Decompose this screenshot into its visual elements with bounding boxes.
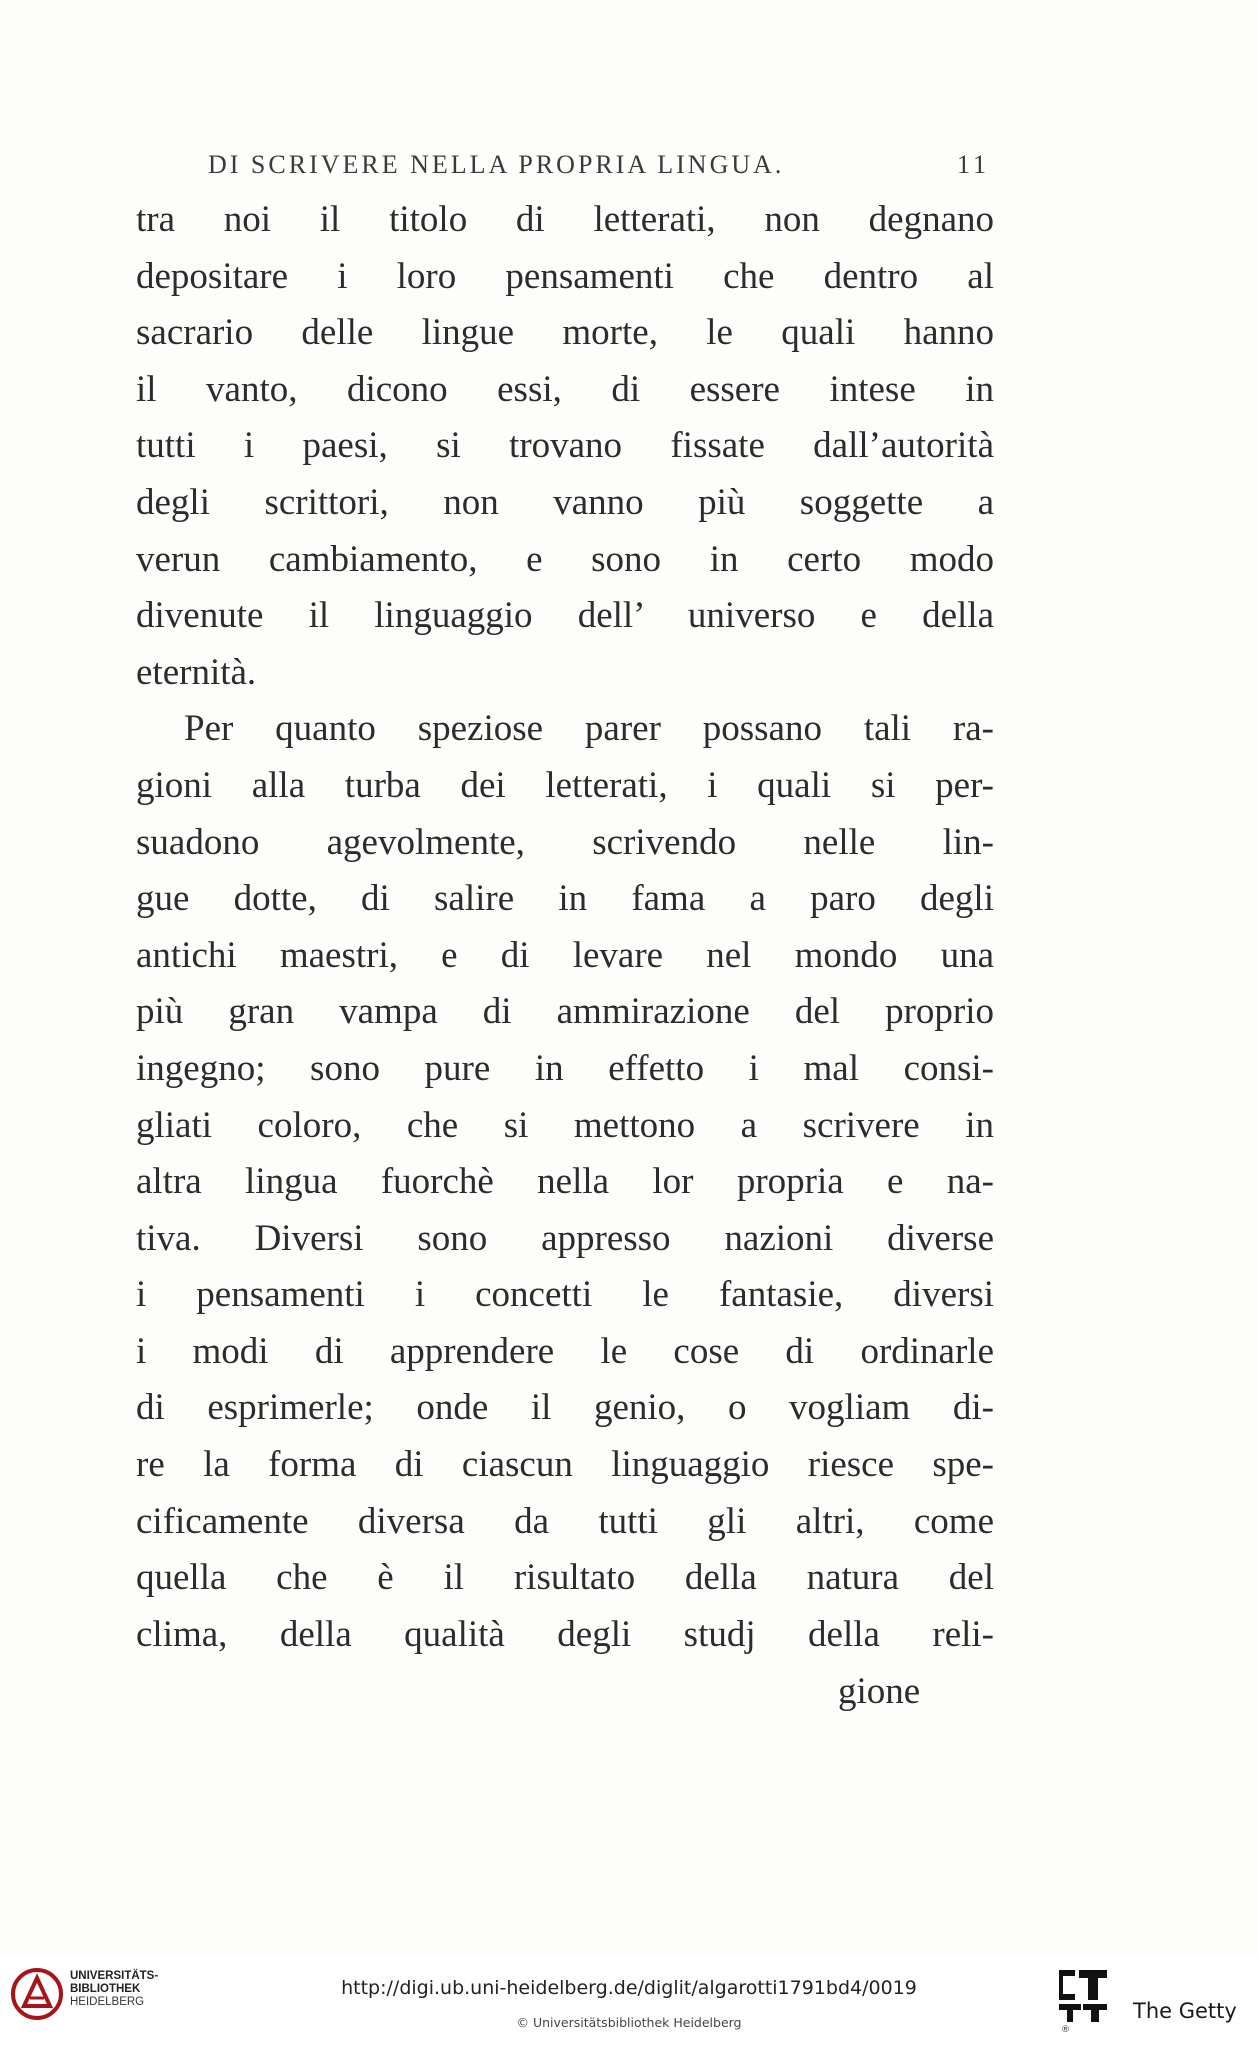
running-head	[208, 150, 998, 186]
text-line: degli scrittori, non vanno più soggette a	[136, 481, 994, 523]
page-number: 11	[956, 150, 990, 179]
text-line: depositare i loro pensamenti che dentro al	[136, 255, 994, 297]
getty-label: The Getty	[1133, 1999, 1237, 2023]
getty-monogram-icon	[1057, 1968, 1109, 2024]
text-line: suadono agevolmente, scrivendo nelle lin-	[136, 821, 994, 863]
text-line: i modi di apprendere le cose di ordinarle	[136, 1330, 994, 1372]
text-line: di esprimerle; onde il genio, o vogliam di-	[136, 1387, 994, 1429]
text-line: tra noi il titolo di letterati, non degnano	[136, 199, 994, 240]
library-name-line: BIBLIOTHEK	[70, 1983, 141, 1995]
running-head-title: DI SCRIVERE NELLA PROPRIA LINGUA.	[208, 150, 785, 179]
text-line: i pensamenti i concetti le fantasie, diversi	[136, 1274, 994, 1316]
text-line: antichi maestri, e di levare nel mondo una	[136, 934, 994, 976]
library-name-line: HEIDELBERG	[70, 1996, 145, 2008]
text-line: il vanto, dicono essi, di essere intese in	[136, 368, 994, 410]
text-line: tutti i paesi, si trovano fissate dall’autorità	[136, 425, 994, 467]
text-line: verun cambiamento, e sono in certo modo	[136, 538, 994, 580]
registered-mark: ®	[1061, 2025, 1070, 2035]
text-line: altra lingua fuorchè nella lor propria e na-	[136, 1161, 994, 1203]
text-line: re la forma di ciascun linguaggio riesce spe-	[136, 1444, 994, 1486]
text-line: gue dotte, di salire in fama a paro degli	[136, 878, 994, 920]
text-line: più gran vampa di ammirazione del proprio	[136, 991, 994, 1033]
text-line: gliati coloro, che si mettono a scrivere in	[136, 1104, 994, 1146]
text-line: tiva. Diversi sono appresso nazioni diverse	[136, 1217, 994, 1259]
text-line: gioni alla turba dei letterati, i quali si per-	[136, 764, 994, 806]
catchword: gione	[838, 1671, 921, 1712]
copyright-notice: © Universitätsbibliothek Heidelberg	[516, 2015, 742, 2030]
text-line: sacrario delle lingue morte, le quali hanno	[136, 312, 994, 354]
text-line: clima, della qualità degli studj della reli-	[136, 1613, 994, 1655]
text-line: eternità.	[136, 651, 257, 693]
body-text	[136, 192, 994, 1663]
permalink-url[interactable]: http://digi.ub.uni-heidelberg.de/diglit/algarotti1791bd4/0019	[341, 1977, 917, 1999]
text-line: divenute il linguaggio dell’ universo e della	[136, 595, 994, 637]
text-line: ingegno; sono pure in effetto i mal consi-	[136, 1047, 994, 1089]
text-line: Per quanto speziose parer possano tali ra-	[184, 708, 994, 750]
text-line: quella che è il risultato della natura del	[136, 1557, 994, 1599]
library-name-line: UNIVERSITÄTS-	[70, 1970, 159, 1982]
text-line: cificamente diversa da tutti gli altri, come	[136, 1500, 994, 1542]
